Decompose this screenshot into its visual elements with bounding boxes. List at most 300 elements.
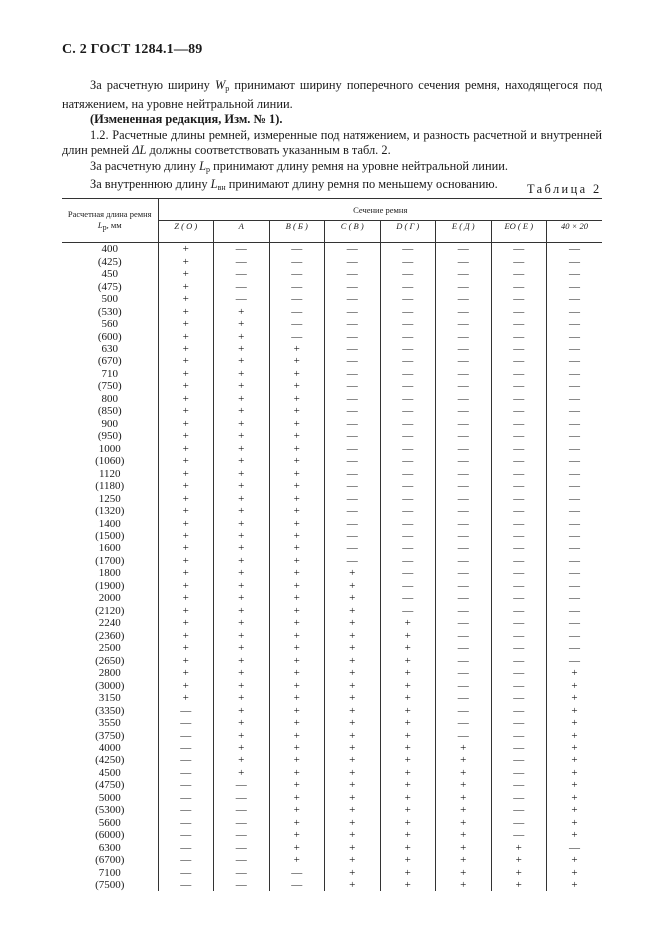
availability-cell: — bbox=[436, 318, 492, 330]
availability-cell: + bbox=[269, 530, 325, 542]
availability-cell: — bbox=[436, 355, 492, 367]
length-cell: 3550 bbox=[62, 717, 158, 729]
table-row bbox=[62, 692, 602, 704]
page-header: С. 2 ГОСТ 1284.1—89 bbox=[62, 42, 203, 57]
availability-cell: — bbox=[491, 617, 547, 629]
table-row bbox=[62, 854, 602, 866]
availability-cell: — bbox=[436, 380, 492, 392]
length-cell: (530) bbox=[62, 305, 158, 317]
availability-cell: — bbox=[569, 280, 580, 293]
availability-cell: + bbox=[325, 754, 381, 766]
length-cell: 1250 bbox=[62, 492, 158, 504]
availability-cell: + bbox=[380, 667, 436, 679]
availability-cell: + bbox=[269, 729, 325, 741]
availability-cell: + bbox=[380, 742, 436, 754]
table-row bbox=[62, 243, 602, 256]
availability-cell: + bbox=[269, 368, 325, 380]
section-group-header: Сечение ремня bbox=[158, 199, 602, 221]
table-row bbox=[62, 393, 602, 405]
availability-cell: — bbox=[380, 255, 436, 267]
availability-cell: + bbox=[214, 480, 270, 492]
table-row bbox=[62, 268, 602, 280]
availability-cell: + bbox=[158, 542, 214, 554]
availability-cell: — bbox=[569, 268, 580, 281]
availability-cell: + bbox=[436, 754, 492, 766]
availability-cell: — bbox=[158, 779, 214, 791]
availability-cell: + bbox=[158, 592, 214, 604]
availability-cell: + bbox=[491, 842, 547, 854]
availability-cell: + bbox=[571, 879, 578, 892]
availability-cell: + bbox=[380, 842, 436, 854]
availability-cell: — bbox=[380, 455, 436, 467]
availability-cell: + bbox=[214, 654, 270, 666]
table-row bbox=[62, 717, 602, 729]
availability-cell: — bbox=[436, 654, 492, 666]
availability-cell: — bbox=[380, 293, 436, 305]
availability-cell: — bbox=[436, 255, 492, 267]
availability-cell: + bbox=[325, 692, 381, 704]
availability-cell: — bbox=[158, 704, 214, 716]
availability-cell: — bbox=[436, 455, 492, 467]
availability-cell: + bbox=[214, 443, 270, 455]
availability-cell: — bbox=[491, 330, 547, 342]
availability-cell: — bbox=[325, 517, 381, 529]
availability-cell: + bbox=[214, 455, 270, 467]
availability-cell: + bbox=[269, 829, 325, 841]
length-cell: (600) bbox=[62, 330, 158, 342]
table-row bbox=[62, 754, 602, 766]
availability-cell: + bbox=[269, 617, 325, 629]
length-cell: (4250) bbox=[62, 754, 158, 766]
length-cell: (3750) bbox=[62, 729, 158, 741]
availability-cell: + bbox=[214, 393, 270, 405]
availability-cell: + bbox=[380, 879, 436, 892]
availability-cell: + bbox=[214, 343, 270, 355]
availability-cell: — bbox=[491, 580, 547, 592]
availability-cell: + bbox=[214, 542, 270, 554]
availability-cell: — bbox=[269, 866, 325, 878]
availability-cell: — bbox=[569, 530, 580, 543]
availability-cell: + bbox=[325, 617, 381, 629]
availability-cell: + bbox=[269, 467, 325, 479]
availability-cell: + bbox=[325, 704, 381, 716]
availability-cell: + bbox=[269, 754, 325, 766]
availability-cell: — bbox=[436, 343, 492, 355]
availability-cell: — bbox=[380, 318, 436, 330]
availability-cell: + bbox=[571, 779, 578, 792]
availability-cell: — bbox=[569, 542, 580, 555]
availability-cell: — bbox=[269, 255, 325, 267]
availability-cell: + bbox=[158, 567, 214, 579]
availability-cell: + bbox=[380, 642, 436, 654]
availability-cell: — bbox=[569, 318, 580, 331]
availability-cell: — bbox=[436, 642, 492, 654]
availability-cell: — bbox=[325, 243, 381, 256]
availability-cell: — bbox=[380, 592, 436, 604]
availability-cell: + bbox=[214, 742, 270, 754]
availability-cell: — bbox=[158, 717, 214, 729]
availability-cell: + bbox=[436, 866, 492, 878]
table-row bbox=[62, 517, 602, 529]
availability-cell: — bbox=[491, 530, 547, 542]
availability-cell: — bbox=[569, 243, 580, 256]
length-cell: (2650) bbox=[62, 654, 158, 666]
length-cell: 800 bbox=[62, 393, 158, 405]
availability-cell: — bbox=[325, 530, 381, 542]
availability-cell: + bbox=[214, 605, 270, 617]
availability-cell: — bbox=[569, 330, 580, 343]
availability-cell: — bbox=[491, 343, 547, 355]
section-header-6: E ( Д ) bbox=[436, 221, 492, 243]
length-cell: 4500 bbox=[62, 767, 158, 779]
availability-cell: — bbox=[491, 467, 547, 479]
availability-cell: — bbox=[214, 293, 270, 305]
availability-cell: — bbox=[269, 268, 325, 280]
availability-cell: — bbox=[158, 767, 214, 779]
availability-cell: — bbox=[436, 567, 492, 579]
table-row bbox=[62, 405, 602, 417]
table-row bbox=[62, 617, 602, 629]
availability-cell: + bbox=[325, 679, 381, 691]
availability-cell: + bbox=[269, 380, 325, 392]
availability-cell: — bbox=[436, 268, 492, 280]
availability-cell: + bbox=[214, 430, 270, 442]
availability-cell: — bbox=[269, 293, 325, 305]
availability-cell: + bbox=[158, 530, 214, 542]
availability-cell: — bbox=[158, 742, 214, 754]
availability-cell: + bbox=[269, 817, 325, 829]
availability-cell: — bbox=[325, 318, 381, 330]
availability-cell: — bbox=[491, 817, 547, 829]
availability-cell: + bbox=[269, 592, 325, 604]
length-cell: 400 bbox=[62, 243, 158, 256]
availability-cell: — bbox=[325, 467, 381, 479]
availability-cell: + bbox=[158, 630, 214, 642]
availability-cell: — bbox=[436, 368, 492, 380]
table-row bbox=[62, 555, 602, 567]
availability-cell: — bbox=[158, 829, 214, 841]
availability-cell: — bbox=[380, 517, 436, 529]
availability-cell: — bbox=[380, 418, 436, 430]
length-cell: (5300) bbox=[62, 804, 158, 816]
availability-cell: + bbox=[380, 654, 436, 666]
availability-cell: + bbox=[269, 717, 325, 729]
availability-cell: + bbox=[214, 754, 270, 766]
availability-cell: — bbox=[269, 879, 325, 892]
availability-cell: — bbox=[214, 255, 270, 267]
availability-cell: — bbox=[436, 517, 492, 529]
availability-cell: — bbox=[569, 293, 580, 306]
availability-cell: — bbox=[436, 505, 492, 517]
availability-cell: — bbox=[325, 268, 381, 280]
availability-cell: — bbox=[325, 480, 381, 492]
availability-cell: — bbox=[436, 480, 492, 492]
table-row bbox=[62, 505, 602, 517]
availability-cell: + bbox=[214, 330, 270, 342]
availability-cell: + bbox=[158, 455, 214, 467]
length-cell: 2000 bbox=[62, 592, 158, 604]
table-row bbox=[62, 729, 602, 741]
availability-cell: + bbox=[214, 368, 270, 380]
availability-cell: + bbox=[571, 766, 578, 779]
availability-cell: + bbox=[214, 717, 270, 729]
availability-cell: + bbox=[269, 767, 325, 779]
availability-cell: + bbox=[158, 280, 214, 292]
availability-cell: + bbox=[158, 580, 214, 592]
availability-cell: — bbox=[569, 480, 580, 493]
availability-cell: — bbox=[569, 305, 580, 318]
table-row bbox=[62, 418, 602, 430]
availability-cell: — bbox=[436, 293, 492, 305]
availability-cell: — bbox=[436, 305, 492, 317]
availability-cell: — bbox=[491, 754, 547, 766]
availability-cell: — bbox=[569, 579, 580, 592]
availability-cell: — bbox=[380, 380, 436, 392]
length-cell: 1400 bbox=[62, 517, 158, 529]
availability-cell: — bbox=[269, 243, 325, 256]
availability-cell: — bbox=[325, 330, 381, 342]
availability-cell: — bbox=[325, 355, 381, 367]
availability-cell: — bbox=[569, 255, 580, 268]
length-cell: (750) bbox=[62, 380, 158, 392]
availability-cell: + bbox=[269, 804, 325, 816]
section-header-1: Z ( O ) bbox=[158, 221, 214, 243]
availability-cell: — bbox=[380, 492, 436, 504]
availability-cell: — bbox=[380, 480, 436, 492]
availability-cell: — bbox=[325, 293, 381, 305]
availability-cell: — bbox=[436, 542, 492, 554]
availability-cell: + bbox=[380, 617, 436, 629]
availability-cell: — bbox=[325, 443, 381, 455]
table-row bbox=[62, 430, 602, 442]
availability-cell: — bbox=[491, 555, 547, 567]
length-cell: 7100 bbox=[62, 866, 158, 878]
availability-cell: — bbox=[214, 879, 270, 892]
availability-cell: + bbox=[158, 343, 214, 355]
availability-cell: — bbox=[569, 342, 580, 355]
availability-cell: — bbox=[214, 817, 270, 829]
availability-cell: — bbox=[380, 580, 436, 592]
availability-cell: — bbox=[491, 405, 547, 417]
length-cell: (2360) bbox=[62, 630, 158, 642]
availability-cell: + bbox=[269, 679, 325, 691]
availability-cell: — bbox=[491, 418, 547, 430]
availability-cell: — bbox=[491, 318, 547, 330]
availability-cell: + bbox=[214, 667, 270, 679]
availability-cell: — bbox=[569, 654, 580, 667]
availability-cell: + bbox=[571, 704, 578, 717]
length-cell: (1500) bbox=[62, 530, 158, 542]
length-cell: (1180) bbox=[62, 480, 158, 492]
availability-cell: + bbox=[214, 630, 270, 642]
availability-cell: — bbox=[380, 368, 436, 380]
length-cell: (475) bbox=[62, 280, 158, 292]
availability-cell: + bbox=[158, 642, 214, 654]
availability-cell: — bbox=[569, 554, 580, 567]
availability-cell: — bbox=[214, 280, 270, 292]
availability-cell: + bbox=[158, 492, 214, 504]
availability-cell: — bbox=[436, 393, 492, 405]
availability-cell: + bbox=[214, 580, 270, 592]
availability-cell: — bbox=[569, 604, 580, 617]
table-row bbox=[62, 293, 602, 305]
availability-cell: — bbox=[491, 779, 547, 791]
availability-cell: — bbox=[436, 667, 492, 679]
availability-cell: + bbox=[325, 742, 381, 754]
availability-cell: — bbox=[569, 455, 580, 468]
availability-cell: + bbox=[158, 330, 214, 342]
availability-cell: — bbox=[491, 430, 547, 442]
length-cell: (425) bbox=[62, 255, 158, 267]
table-row bbox=[62, 654, 602, 666]
availability-cell: + bbox=[214, 617, 270, 629]
table-row bbox=[62, 879, 602, 892]
availability-cell: — bbox=[491, 368, 547, 380]
availability-cell: + bbox=[571, 692, 578, 705]
availability-cell: — bbox=[436, 443, 492, 455]
availability-cell: + bbox=[158, 368, 214, 380]
availability-cell: + bbox=[325, 879, 381, 892]
availability-cell: + bbox=[325, 767, 381, 779]
table-row bbox=[62, 280, 602, 292]
availability-cell: — bbox=[436, 704, 492, 716]
length-cell: 2500 bbox=[62, 642, 158, 654]
availability-cell: — bbox=[380, 243, 436, 256]
length-cell: 3150 bbox=[62, 692, 158, 704]
length-cell: 1800 bbox=[62, 567, 158, 579]
length-cell: (950) bbox=[62, 430, 158, 442]
length-cell: 1000 bbox=[62, 443, 158, 455]
availability-cell: — bbox=[491, 717, 547, 729]
availability-cell: + bbox=[380, 817, 436, 829]
availability-cell: + bbox=[158, 243, 214, 256]
availability-cell: + bbox=[158, 667, 214, 679]
availability-cell: — bbox=[491, 542, 547, 554]
availability-cell: + bbox=[158, 405, 214, 417]
availability-cell: + bbox=[158, 268, 214, 280]
availability-cell: + bbox=[214, 555, 270, 567]
availability-cell: + bbox=[325, 817, 381, 829]
availability-cell: + bbox=[158, 418, 214, 430]
availability-cell: + bbox=[269, 692, 325, 704]
availability-cell: — bbox=[325, 455, 381, 467]
availability-cell: — bbox=[569, 417, 580, 430]
availability-cell: — bbox=[380, 330, 436, 342]
length-cell: 2240 bbox=[62, 617, 158, 629]
availability-cell: + bbox=[269, 630, 325, 642]
availability-cell: + bbox=[269, 430, 325, 442]
availability-cell: — bbox=[214, 804, 270, 816]
table-row bbox=[62, 443, 602, 455]
availability-cell: + bbox=[325, 642, 381, 654]
length-cell: 1120 bbox=[62, 467, 158, 479]
table-row bbox=[62, 742, 602, 754]
section-header-3: B ( Б ) bbox=[269, 221, 325, 243]
availability-cell: — bbox=[269, 330, 325, 342]
length-cell: 5600 bbox=[62, 817, 158, 829]
availability-cell: — bbox=[491, 667, 547, 679]
availability-cell: + bbox=[380, 792, 436, 804]
availability-cell: — bbox=[491, 505, 547, 517]
availability-cell: + bbox=[325, 854, 381, 866]
availability-cell: — bbox=[158, 792, 214, 804]
availability-cell: — bbox=[380, 355, 436, 367]
availability-cell: — bbox=[380, 305, 436, 317]
table-row bbox=[62, 255, 602, 267]
availability-cell: + bbox=[158, 318, 214, 330]
availability-cell: + bbox=[158, 679, 214, 691]
availability-cell: + bbox=[380, 804, 436, 816]
availability-cell: — bbox=[491, 443, 547, 455]
table-row bbox=[62, 605, 602, 617]
availability-cell: — bbox=[325, 405, 381, 417]
availability-cell: — bbox=[491, 804, 547, 816]
availability-cell: + bbox=[214, 492, 270, 504]
availability-cell: + bbox=[158, 430, 214, 442]
availability-cell: — bbox=[380, 555, 436, 567]
availability-cell: — bbox=[569, 467, 580, 480]
availability-cell: + bbox=[214, 305, 270, 317]
availability-cell: — bbox=[491, 355, 547, 367]
availability-cell: — bbox=[269, 305, 325, 317]
availability-cell: + bbox=[158, 467, 214, 479]
length-cell: (7500) bbox=[62, 879, 158, 892]
availability-cell: + bbox=[436, 842, 492, 854]
availability-cell: — bbox=[491, 255, 547, 267]
availability-cell: — bbox=[569, 380, 580, 393]
availability-cell: — bbox=[436, 430, 492, 442]
availability-cell: + bbox=[491, 854, 547, 866]
availability-cell: — bbox=[491, 567, 547, 579]
length-cell: (1700) bbox=[62, 555, 158, 567]
table-row bbox=[62, 492, 602, 504]
length-cell: 500 bbox=[62, 293, 158, 305]
availability-cell: + bbox=[325, 630, 381, 642]
table-row bbox=[62, 368, 602, 380]
availability-cell: + bbox=[214, 679, 270, 691]
availability-cell: — bbox=[491, 729, 547, 741]
table-row bbox=[62, 530, 602, 542]
table-row bbox=[62, 804, 602, 816]
length-cell: 1600 bbox=[62, 542, 158, 554]
availability-cell: + bbox=[269, 667, 325, 679]
availability-cell: — bbox=[325, 542, 381, 554]
availability-cell: — bbox=[569, 517, 580, 530]
length-cell: (6000) bbox=[62, 829, 158, 841]
availability-cell: — bbox=[325, 505, 381, 517]
availability-cell: + bbox=[380, 717, 436, 729]
availability-cell: — bbox=[214, 268, 270, 280]
availability-cell: — bbox=[491, 293, 547, 305]
availability-cell: — bbox=[491, 305, 547, 317]
length-cell: 630 bbox=[62, 343, 158, 355]
length-cell: (850) bbox=[62, 405, 158, 417]
availability-cell: — bbox=[491, 642, 547, 654]
availability-cell: — bbox=[380, 505, 436, 517]
availability-cell: — bbox=[380, 393, 436, 405]
availability-cell: + bbox=[380, 630, 436, 642]
availability-cell: — bbox=[158, 866, 214, 878]
availability-cell: — bbox=[436, 592, 492, 604]
availability-cell: — bbox=[491, 492, 547, 504]
length-cell: (1060) bbox=[62, 455, 158, 467]
availability-cell: + bbox=[269, 580, 325, 592]
availability-cell: + bbox=[436, 742, 492, 754]
availability-cell: + bbox=[436, 829, 492, 841]
availability-cell: + bbox=[158, 517, 214, 529]
availability-cell: — bbox=[436, 555, 492, 567]
availability-cell: — bbox=[214, 854, 270, 866]
